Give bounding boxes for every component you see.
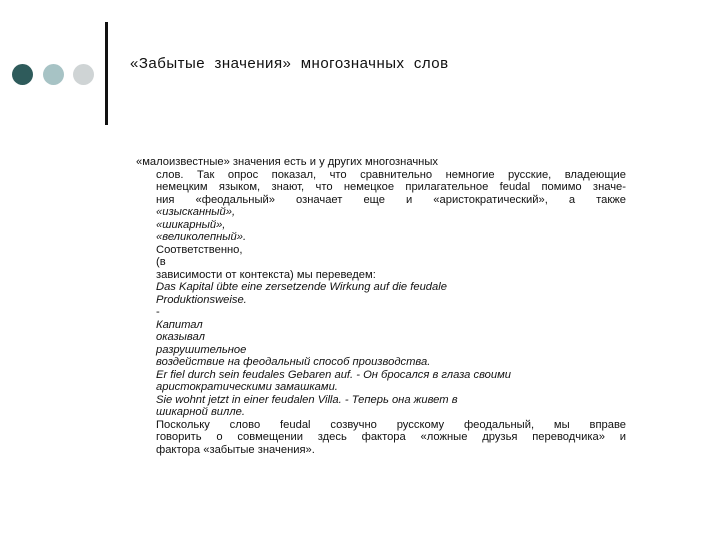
- body-line: слов. Так опрос показал, что сравнительно немногие русские, владеющие: [156, 168, 626, 181]
- body-line: разрушительное: [156, 343, 247, 356]
- body-line: Поскольку слово feudal созвучно русскому феодальный, мы вправе: [156, 418, 626, 431]
- dark-circle-icon: [12, 64, 33, 85]
- body-line: Er fiel durch sein feudales Gebaren auf. - Он бросался в глаза своими: [156, 368, 512, 381]
- body-line: аристократическими замашками.: [156, 381, 338, 393]
- body-line: Капитал: [156, 318, 203, 331]
- slide-body-text: [136, 156, 626, 456]
- body-line: Produktionsweise.: [156, 293, 247, 306]
- body-line: Sie wohnt jetzt in einer feudalen Villa. - Теперь она живет в: [156, 393, 458, 406]
- body-line: Соответственно,: [156, 243, 243, 256]
- body-line: шикарной вилле.: [156, 406, 245, 418]
- body-line: Das Kapital übte eine zersetzende Wirkung auf die feudale: [156, 281, 447, 293]
- body-line: зависимости от контекста) мы переведем:: [156, 268, 376, 281]
- body-line: (в: [156, 256, 166, 268]
- body-line: воздействие на феодальный способ производства.: [156, 356, 431, 368]
- body-line: «великолепный».: [156, 231, 247, 243]
- body-line: фактора «забытые значения».: [156, 443, 315, 456]
- body-line: «изысканный»,: [156, 206, 236, 218]
- body-line: «малоизвестные» значения есть и у других многозначных: [136, 156, 438, 168]
- gray-circle-icon: [73, 64, 94, 85]
- body-line: ния «феодальный» означает еще и «аристократический», а также: [156, 193, 626, 206]
- body-line: немецким языком, знают, что немецкое прилагательное feudal помимо значе-: [156, 181, 626, 193]
- decorative-dots: [12, 64, 96, 86]
- body-line: оказывал: [156, 331, 205, 343]
- slide-title: «Забытые значения» многозначных слов: [130, 55, 449, 72]
- title-divider-bar: [105, 22, 108, 125]
- teal-circle-icon: [43, 64, 64, 85]
- body-line: говорить о совмещении здесь фактора «ложные друзья переводчика» и: [156, 431, 626, 443]
- body-line: «шикарный»,: [156, 218, 226, 231]
- body-line: -: [156, 306, 160, 318]
